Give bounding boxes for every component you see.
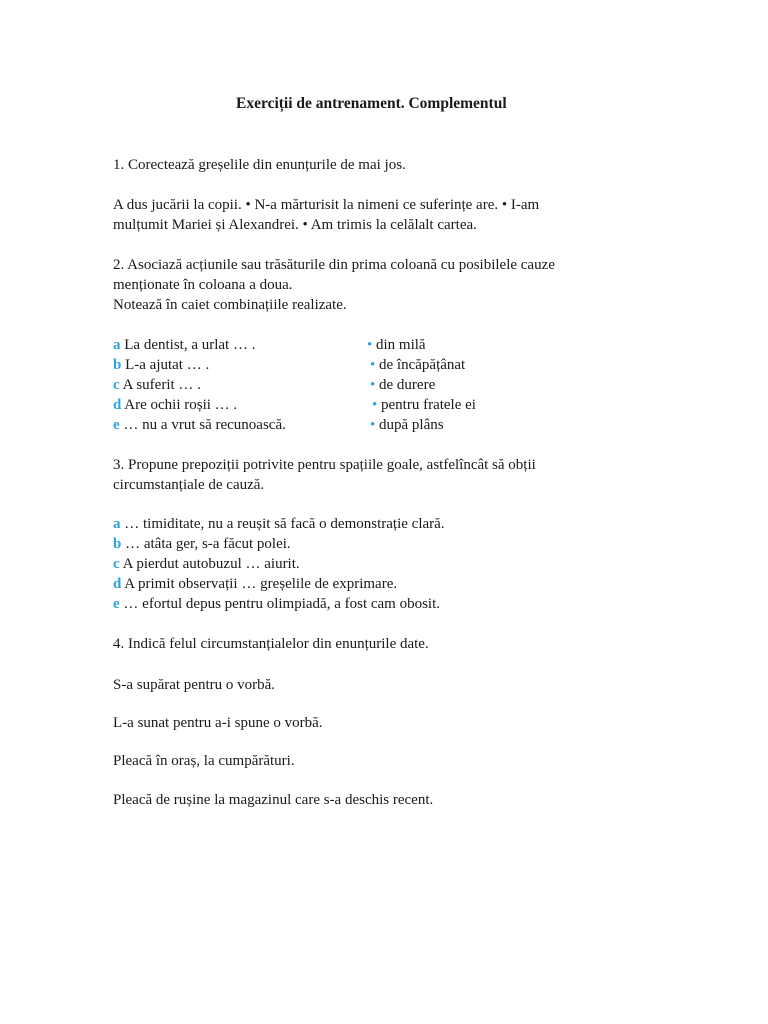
item-text: de durere <box>375 377 436 393</box>
page-title: Exerciții de antrenament. Complementul <box>236 95 507 112</box>
ex3-heading-line-2: circumstanțiale de cauză. <box>113 477 265 493</box>
bullet-icon: • <box>370 417 376 433</box>
ex1-line-2: mulțumit Mariei și Alexandrei. • Am trimis la celălalt cartea. <box>113 217 477 233</box>
ex1-heading: 1. Corectează greșelile din enunțurile de mai jos. <box>113 157 406 173</box>
item-text: din milă <box>372 337 426 353</box>
item-text: după plâns <box>375 417 444 433</box>
ex3-item <box>113 534 291 554</box>
item-letter: c <box>113 556 120 572</box>
ex2-note: Notează în caiet combinațiile realizate. <box>113 297 347 313</box>
ex1-line-1: A dus jucării la copii. • N-a mărturisit la nimeni ce suferințe are. • I-am <box>113 197 540 213</box>
item-text: L-a ajutat … . <box>121 357 210 373</box>
bullet-icon: • <box>370 377 376 393</box>
ex2-left-item <box>113 395 237 415</box>
item-text: … atâta ger, s-a făcut polei. <box>121 536 291 552</box>
ex3-item <box>113 574 397 594</box>
ex2-right-item <box>370 375 435 395</box>
ex2-left-item <box>113 375 201 395</box>
item-text: A pierdut autobuzul … aiurit. <box>119 556 300 572</box>
item-text: A suferit … . <box>119 377 201 393</box>
ex3-item <box>113 514 445 534</box>
ex2-left-item <box>113 355 209 375</box>
ex2-right-item <box>367 335 426 355</box>
ex2-right-item <box>370 355 465 375</box>
ex4-sentence: S-a supărat pentru o vorbă. <box>113 677 276 693</box>
ex2-right-item <box>370 415 444 435</box>
ex4-heading: 4. Indică felul circumstanțialelor din enunțurile date. <box>113 636 429 652</box>
bullet-icon: • <box>367 337 373 353</box>
ex2-heading-line-2: menționate în coloana a doua. <box>113 277 293 293</box>
item-letter: e <box>113 596 120 612</box>
item-text: pentru fratele ei <box>377 397 476 413</box>
item-text: La dentist, a urlat … . <box>120 337 256 353</box>
item-text: … timiditate, nu a reușit să facă o demonstrație clară. <box>120 516 445 532</box>
item-letter: b <box>113 357 122 373</box>
item-letter: b <box>113 536 122 552</box>
item-text: … nu a vrut să recunoască. <box>119 417 286 433</box>
ex3-item <box>113 594 440 614</box>
item-letter: c <box>113 377 120 393</box>
item-text: Are ochii roșii … . <box>121 397 238 413</box>
ex2-left-item <box>113 335 255 355</box>
ex4-sentence: Pleacă de rușine la magazinul care s-a deschis recent. <box>113 792 434 808</box>
ex4-sentence: Pleacă în oraș, la cumpărături. <box>113 753 295 769</box>
item-text: … efortul depus pentru olimpiadă, a fost cam obosit. <box>119 596 441 612</box>
item-text: A primit observații … greșelile de exprimare. <box>121 576 398 592</box>
ex2-right-item <box>372 395 476 415</box>
ex3-item <box>113 554 300 574</box>
bullet-icon: • <box>370 357 376 373</box>
item-letter: d <box>113 576 122 592</box>
ex2-left-item <box>113 415 286 435</box>
ex4-sentence: L-a sunat pentru a-i spune o vorbă. <box>113 715 323 731</box>
item-letter: d <box>113 397 122 413</box>
item-text: de încăpățânat <box>375 357 466 373</box>
item-letter: a <box>113 516 121 532</box>
item-letter: a <box>113 337 121 353</box>
ex3-heading-line-1: 3. Propune prepoziții potrivite pentru spațiile goale, astfelîncât să obții <box>113 457 536 473</box>
ex2-heading-line-1: 2. Asociază acțiunile sau trăsăturile din prima coloană cu posibilele cauze <box>113 257 555 273</box>
item-letter: e <box>113 417 120 433</box>
bullet-icon: • <box>372 397 378 413</box>
